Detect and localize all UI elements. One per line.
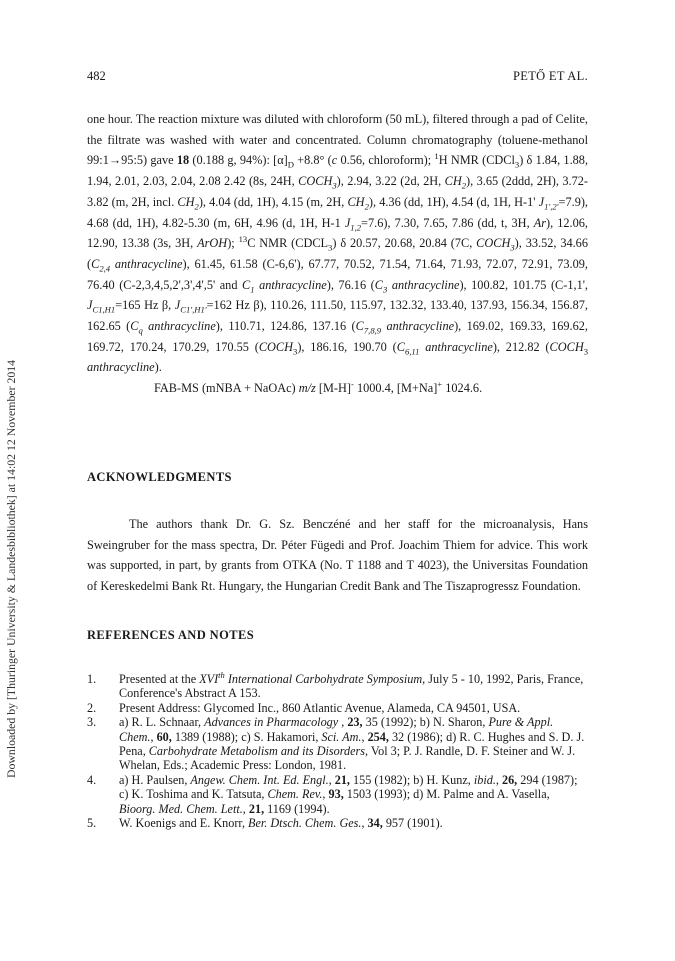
download-watermark-text: Downloaded by [Thuringer University & Landesbibliothek] at 14:02 12 November 2014 bbox=[4, 359, 18, 778]
acknowledgments-heading: ACKNOWLEDGMENTS bbox=[87, 470, 232, 484]
reference-text: Present Address: Glycomed Inc., 860 Atlantic Avenue, Alameda, CA 94501, USA. bbox=[119, 700, 521, 715]
reference-text: W. Koenigs and E. Knorr, Ber. Dtsch. Chem. Ges., 34, 957 (1901). bbox=[119, 816, 443, 831]
reference-text: Presented at the XVIth International Carbohydrate Symposium, July 5 - 10, 1992, Paris, France, Conference's Abstract A 153. bbox=[119, 669, 584, 701]
fab-ms-line: FAB-MS (mNBA + NaOAc) m/z [M-H]- 1000.4, [M+Na]+ 1024.6. bbox=[154, 379, 483, 396]
page-number: 482 bbox=[87, 69, 106, 83]
download-watermark bbox=[4, 218, 20, 778]
reference-number: 2. bbox=[87, 700, 97, 715]
reference-item bbox=[87, 715, 588, 773]
reference-number: 5. bbox=[87, 816, 97, 831]
running-head: PETŐ ET AL. bbox=[513, 69, 588, 83]
experimental-paragraph: one hour. The reaction mixture was diluted with chloroform (50 mL), filtered through a pad of Celite, the filtrate was washed with water and concentrated. Column chromatography (toluene-methanol 99:1→95:5) gave 18 (0.188 g, 94%): $[\alpha]_D +8.8^\circ$ (c 0.56, chloroform); $^1$H NMR (CDCl$_3$) δ 1.84, 1.88, 1.94, 2.01, 2.03, 2.04, 2.08 2.42 (8s, 24H, $COCH_3$), 2.94, 3.22 (2d, 2H, $CH_2$), 3.65 (2ddd, 2H), 3.72-3.82 (m, 2H, incl. $CH_2$), 4.04 (dd, 1H), 4.15 (m, 2H, $CH_2$), 4.36 (dd, 1H), 4.54 (d, 1H, H-1' $J_{1',2'}=7.9$), 4.68 (dd, 1H), 4.82-5.30 (m, 6H, 4.96 (d, 1H, H-1 $J_{1,2}=7.6$), 7.30, 7.65, 7.86 (dd, t, 3H, Ar), 12.06, 12.90, 13.38 (3s, 3H, ArOH); $^{13}$C NMR $(CDCL_3)$ δ 20.57, 20.68, 20.84 (7C, $COCH_3$), 33.52, 34.66 ($C_{2,4}$ anthracycline), 61.45, 61.58 (C-6,6'), 67.77, 70.52, 71.54, 71.64, 71.93, 72.07, 72.91, 73.09, 76.40 (C-2,3,4,5,2',3',4',5' and $C_1$ anthracycline), 76.16 ($C_3$ anthracycline), 100.82, 101.75 (C-1,1', $J_{C1,H1}=165$ Hz β, $J_{C1',H1'}=162$ Hz β), 110.26, 111.50, 115.97, 132.32, 133.40, 137.93, 156.34, 156.87, 162.65 ($C_q$ anthracycline), 110.71, 124.86, 137.16 ($C_{7,8,9}$ anthracycline), 169.02, 169.33, 169.62, 169.72, 170.24, 170.29, 170.55 $(COCH_3)$, 186.16, 190.70 ($C_{6,11}$ anthracycline), 212.82 ($COCH_3$ anthracycline). bbox=[87, 112, 589, 375]
reference-item bbox=[87, 773, 588, 816]
references-list bbox=[87, 669, 588, 831]
reference-number: 3. bbox=[87, 715, 97, 730]
reference-text: a) H. Paulsen, Angew. Chem. Int. Ed. Engl., 21, 155 (1982); b) H. Kunz, ibid., 26, 294 (1987); c) K. Toshima and K. Tatsuta, Chem. Rev., 93, 1503 (1993); d) M. Palme and A. Vasella, Bioorg. Med. Chem. Lett., 21, 1169 (1994). bbox=[119, 772, 578, 816]
reference-number: 1. bbox=[87, 672, 97, 686]
experimental-section bbox=[87, 109, 588, 399]
reference-item bbox=[87, 669, 588, 701]
references-heading: REFERENCES AND NOTES bbox=[87, 628, 255, 642]
reference-item bbox=[87, 701, 588, 715]
reference-item bbox=[87, 816, 588, 830]
reference-text: a) R. L. Schnaar, Advances in Pharmacology , 23, 35 (1992); b) N. Sharon, Pure & Appl. Chem., 60, 1389 (1988); c) S. Hakamori, Sci. Am., 254, 32 (1986); d) R. C. Hughes and S. D. J. Pena, Carbohydrate Metabolism and its Disorders, Vol 3; P. J. Randle, D. F. Steiner and W. J. Whelan, Eds.; Academic Press: London, 1981. bbox=[119, 715, 585, 773]
acknowledgments-text: The authors thank Dr. G. Sz. Benczéné and her staff for the microanalysis, Hans Sweingruber for the mass spectra, Dr. Péter Fügedi and Prof. Joachim Thiem for advice. This work was supported, in part, by grants from OTKA (No. T 1188 and T 4023), the Universitas Foundation of Kereskedelmi Bank Rt. Hungary, the Hungarian Credit Bank and The Tiszaprogressz Foundation. bbox=[87, 517, 588, 593]
reference-number: 4. bbox=[87, 772, 97, 787]
